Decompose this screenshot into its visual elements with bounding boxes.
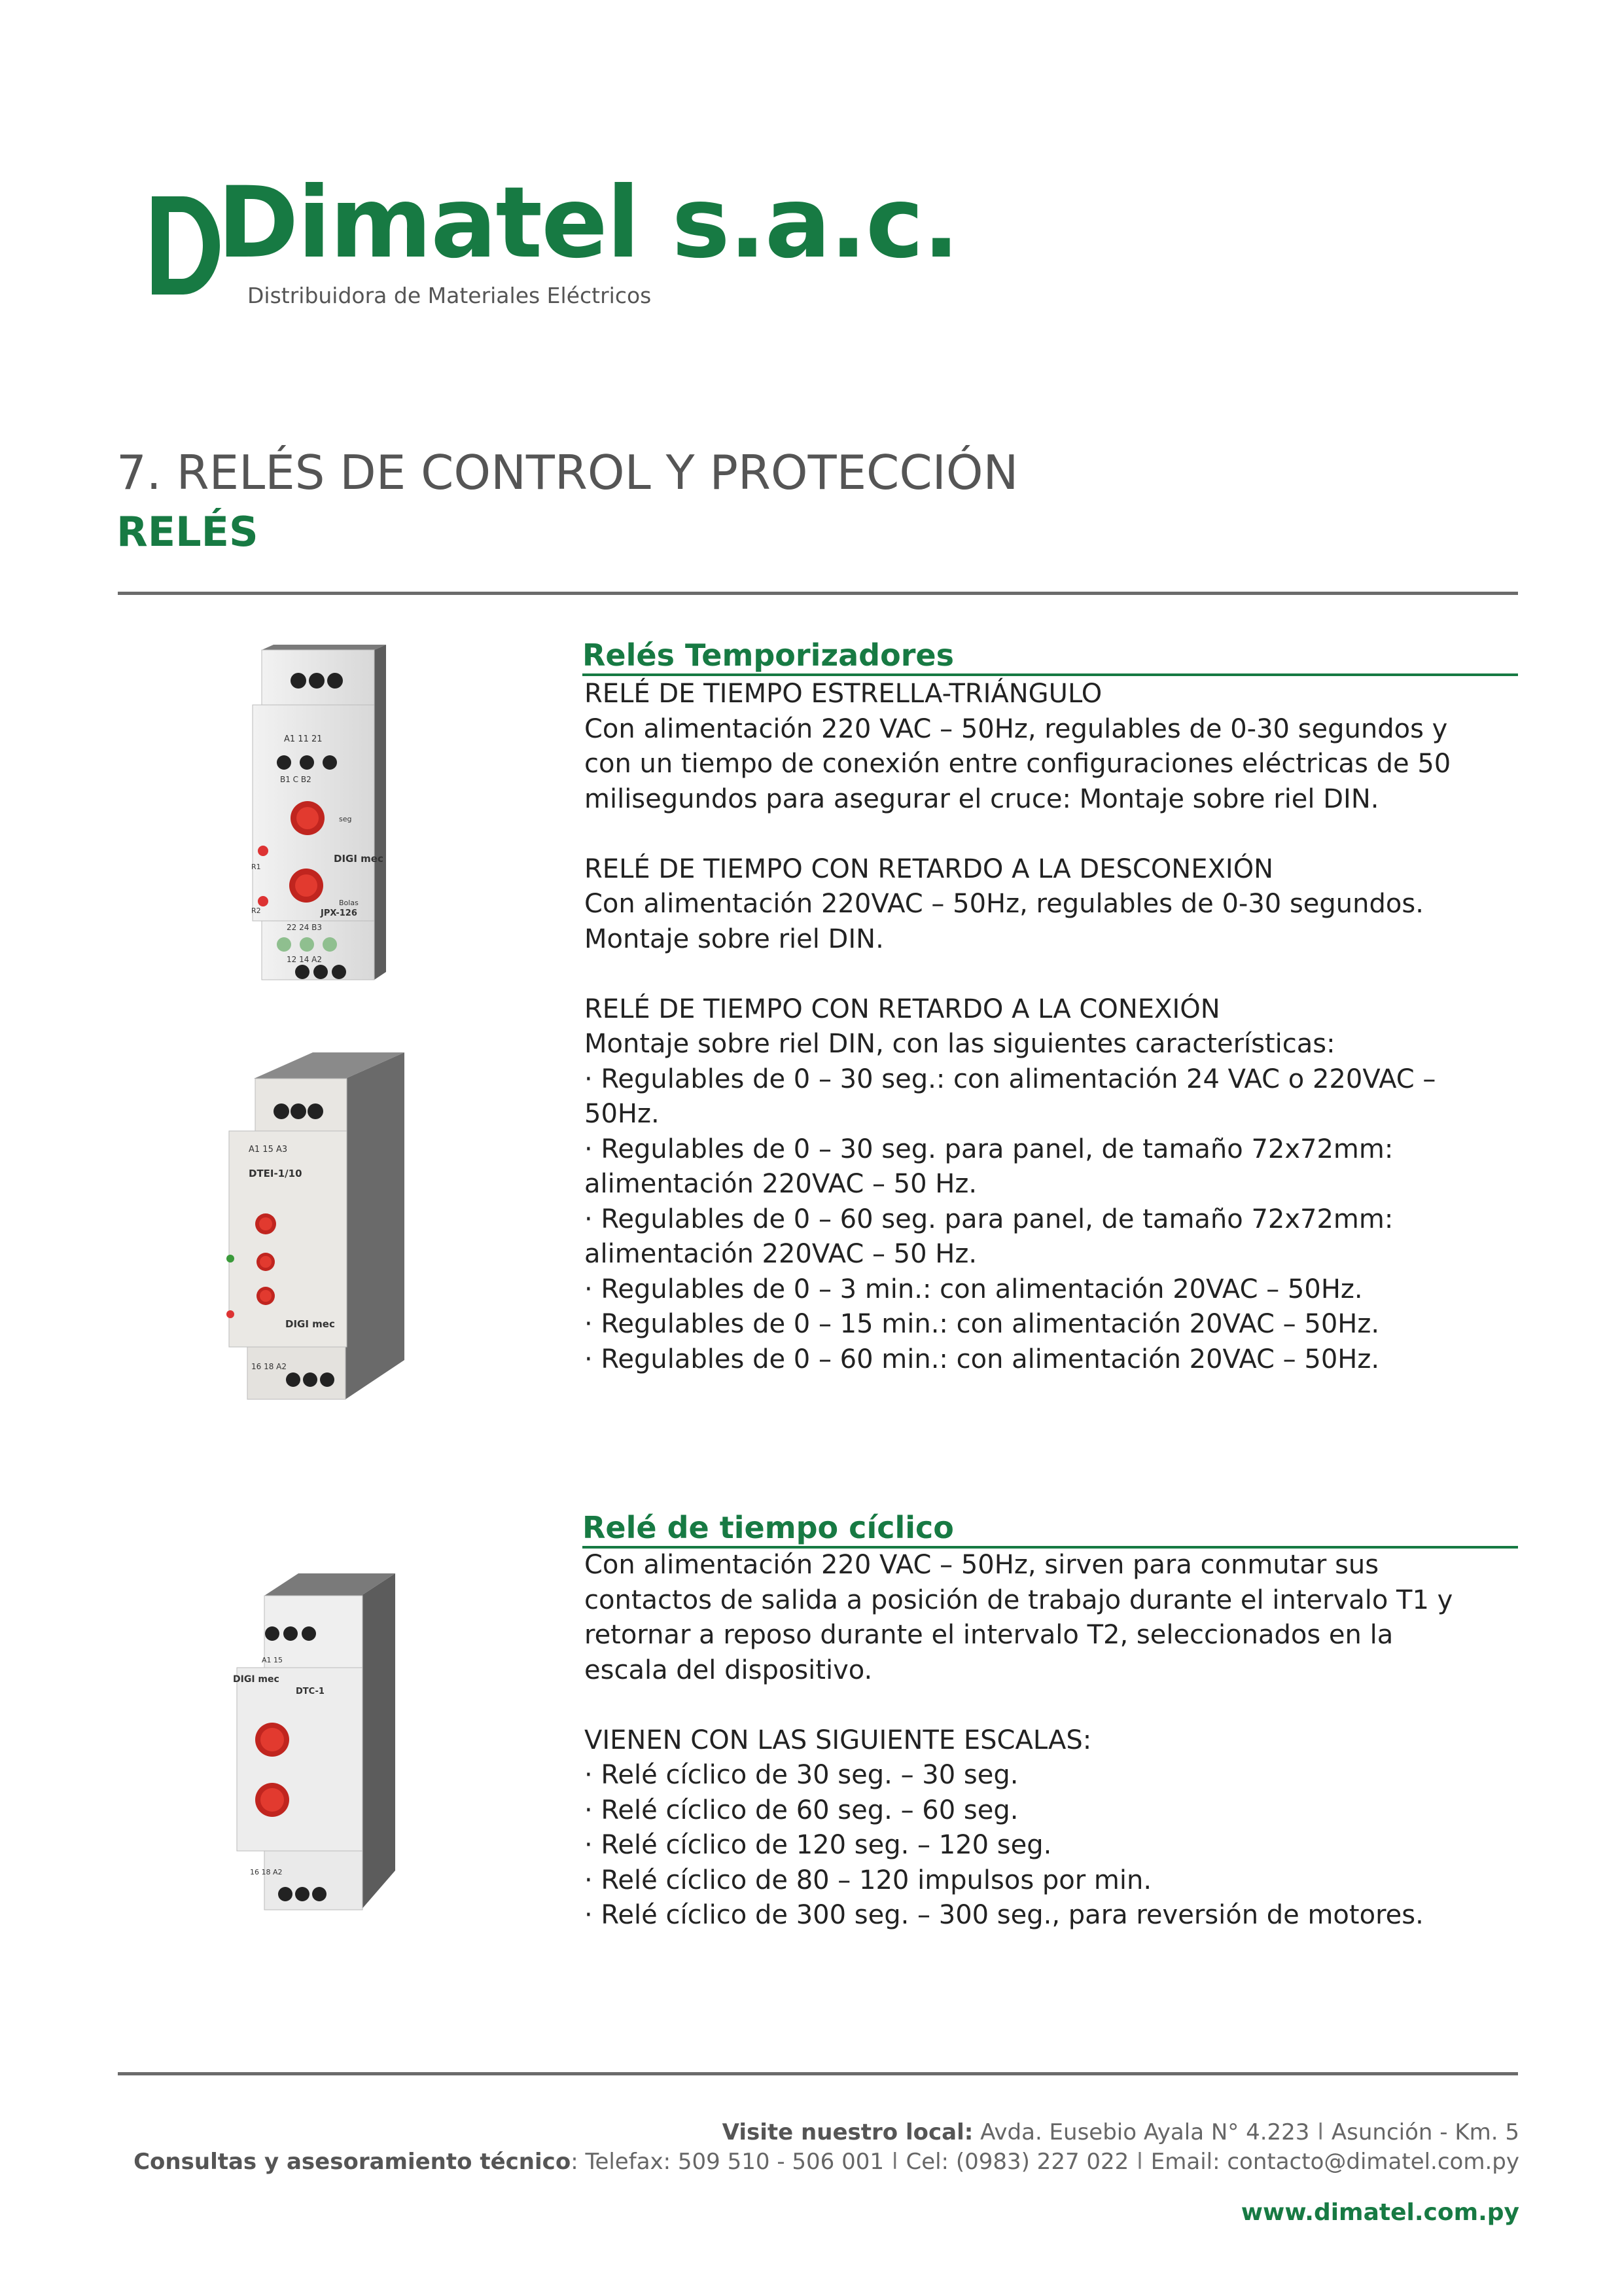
relay-dtc1-image (230, 1569, 400, 1916)
ciclico-line: escala del dispositivo. (584, 1655, 873, 1685)
section-title: RELÉS (116, 508, 258, 556)
visit-address: Avda. Eusebio Ayala N° 4.223 (980, 2119, 1310, 2145)
logo-wordmark: Dimatel s.a.c. (217, 166, 959, 280)
temporizadores-text (584, 677, 1520, 1377)
ciclico-line: Con alimentación 220 VAC – 50Hz, sirven para conmutar sus (584, 1550, 1379, 1580)
conexion-line: 50Hz. (584, 1099, 660, 1129)
conexion-line: Montaje sobre riel DIN, con las siguientes características: (584, 1029, 1335, 1059)
relay3-bottom-labels: 16 18 A2 (250, 1868, 283, 1876)
separator: l (1137, 2149, 1143, 2175)
estrella-line: Con alimentación 220 VAC – 50Hz, regulables de 0-30 segundos y (584, 713, 1448, 744)
page-title: 7. RELÉS DE CONTROL Y PROTECCIÓN (116, 445, 1019, 500)
spacer (584, 817, 1520, 852)
conexion-line: · Regulables de 0 – 60 seg. para panel, de tamaño 72x72mm: (584, 1204, 1394, 1234)
separator: l (892, 2149, 898, 2175)
desconexion-title: RELÉ DE TIEMPO CON RETARDO A LA DESCONEXIÓN (584, 853, 1274, 884)
logo-d-mark-icon (152, 196, 220, 295)
estrella-title: RELÉ DE TIEMPO ESTRELLA-TRIÁNGULO (584, 679, 1103, 709)
relay2-top-labels: A1 15 A3 (249, 1145, 288, 1155)
website-link[interactable]: www.dimatel.com.py (1241, 2199, 1519, 2226)
scale-item: · Relé cíclico de 120 seg. – 120 seg. (584, 1830, 1052, 1860)
email-link[interactable]: Email: contacto@dimatel.com.py (1150, 2149, 1519, 2175)
relay3-brand: DIGI mec (233, 1674, 279, 1685)
scales-title: VIENEN CON LAS SIGUIENTE ESCALAS: (584, 1725, 1092, 1755)
footer-contact: Consultas y asesoramiento técnico: Telefax: 509 510 - 506 001 l Cel: (0983) 227 022 l Email: contacto@dimatel.com.py (133, 2149, 1519, 2175)
relay1-row-labels: B1 C B2 (280, 775, 311, 784)
relay1-model: JPX-126 (321, 908, 357, 918)
scale-item: · Relé cíclico de 60 seg. – 60 seg. (584, 1795, 1019, 1825)
relay-dtei110-image (215, 1052, 417, 1406)
ciclico-line: contactos de salida a posición de trabajo durante el intervalo T1 y (584, 1585, 1453, 1615)
visit-label: Visite nuestro local: (722, 2119, 974, 2145)
relay1-unit: seg (339, 815, 352, 823)
relay2-bottom-labels: 16 18 A2 (251, 1362, 287, 1371)
scale-item: · Relé cíclico de 300 seg. – 300 seg., para reversión de motores. (584, 1900, 1424, 1930)
footer-visit (722, 2119, 1519, 2145)
header-divider (118, 592, 1518, 595)
desconexion-line: Montaje sobre riel DIN. (584, 923, 884, 954)
conexion-title: RELÉ DE TIEMPO CON RETARDO A LA CONEXIÓN (584, 994, 1220, 1024)
conexion-line: · Regulables de 0 – 60 min.: con alimentación 20VAC – 50Hz. (584, 1344, 1380, 1374)
relay1-brand: DIGI mec (334, 853, 383, 865)
conexion-line: · Regulables de 0 – 30 seg. para panel, de tamaño 72x72mm: (584, 1134, 1394, 1164)
separator: l (1317, 2119, 1324, 2145)
ciclico-text (584, 1548, 1520, 1933)
spacer (584, 957, 1520, 992)
relay2-brand: DIGI mec (285, 1318, 335, 1330)
desconexion-line: Con alimentación 220VAC – 50Hz, regulables de 0-30 segundos. (584, 889, 1424, 919)
ciclico-line: retornar a reposo durante el intervalo T2, seleccionados en la (584, 1620, 1394, 1650)
conexion-line: · Regulables de 0 – 3 min.: con alimentación 20VAC – 50Hz. (584, 1274, 1363, 1304)
conexion-line: · Regulables de 0 – 30 seg.: con alimentación 24 VAC o 220VAC – (584, 1064, 1436, 1094)
conexion-line: · Regulables de 0 – 15 min.: con alimentación 20VAC – 50Hz. (584, 1309, 1380, 1339)
subtitle-rele-ciclico: Relé de tiempo cíclico (582, 1511, 1518, 1549)
relay2-model: DTEI-1/10 (249, 1168, 302, 1179)
relay1-side1: R1 (251, 863, 261, 871)
scale-item: · Relé cíclico de 30 seg. – 30 seg. (584, 1760, 1019, 1790)
relay1-top-labels: A1 11 21 (284, 734, 323, 744)
scale-item: · Relé cíclico de 80 – 120 impulsos por min. (584, 1865, 1152, 1895)
conexion-line: alimentación 220VAC – 50 Hz. (584, 1169, 978, 1199)
cel: Cel: (0983) 227 022 (906, 2149, 1129, 2175)
relay1-side2: R2 (251, 906, 261, 915)
company-logo (152, 166, 959, 321)
conexion-line: alimentación 220VAC – 50 Hz. (584, 1239, 978, 1269)
relay3-model: DTC-1 (296, 1687, 325, 1696)
estrella-line: con un tiempo de conexión entre configuraciones eléctricas de 50 (584, 749, 1451, 779)
relay3-top-labels: A1 15 (262, 1656, 283, 1664)
consult-label: Consultas y asesoramiento técnico (133, 2149, 571, 2175)
relay1-unit2: Bolas (339, 899, 359, 907)
telefax: Telefax: 509 510 - 506 001 (585, 2149, 884, 2175)
subtitle-reles-temporizadores: Relés Temporizadores (582, 638, 1518, 676)
relay1-bottom-labels: 12 14 A2 (287, 955, 323, 964)
logo-tagline: Distribuidora de Materiales Eléctricos (247, 283, 652, 308)
visit-city: Asunción - Km. 5 (1331, 2119, 1519, 2145)
relay-jpx126-image (243, 645, 400, 998)
estrella-line: milisegundos para asegurar el cruce: Montaje sobre riel DIN. (584, 783, 1379, 814)
relay1-mid-labels: 22 24 B3 (287, 923, 323, 932)
spacer (584, 1688, 1520, 1723)
footer-divider (118, 2072, 1518, 2075)
